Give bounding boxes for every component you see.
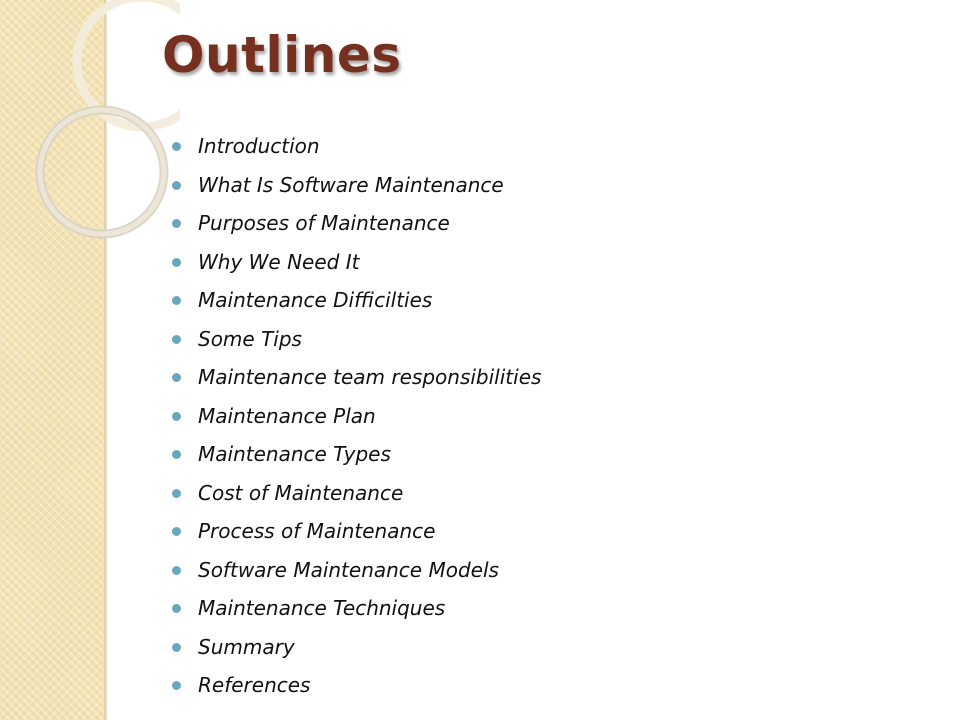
outline-item (172, 358, 541, 397)
bullet-dot-icon (172, 335, 181, 344)
outline-item-text: Maintenance Techniques (198, 596, 446, 620)
outline-item-text: Maintenance Plan (198, 403, 376, 428)
outline-item-text: Maintenance Types (198, 442, 391, 466)
outline-item (172, 435, 541, 474)
outline-item-text: Purposes of Maintenance (198, 211, 450, 235)
outline-item (172, 512, 541, 551)
outline-item-text: Summary (198, 634, 295, 659)
outline-item-text: Some Tips (198, 326, 302, 351)
outline-item (172, 166, 541, 205)
outline-item (172, 628, 541, 667)
outline-item-text: References (198, 673, 311, 697)
outline-item-text: What Is Software Maintenance (198, 172, 504, 197)
outline-item-text: Process of Maintenance (198, 519, 436, 543)
bullet-dot-icon (172, 181, 181, 190)
bullet-dot-icon (172, 258, 181, 267)
outline-item (172, 243, 541, 282)
outline-item (172, 281, 541, 320)
outline-item-text: Cost of Maintenance (198, 480, 404, 505)
outline-item (172, 474, 541, 513)
outline-list (172, 127, 541, 705)
outline-item-text: Introduction (198, 134, 320, 158)
bullet-dot-icon (172, 527, 181, 536)
slide-title: Outlines (162, 26, 402, 84)
bullet-dot-icon (172, 450, 181, 459)
bullet-dot-icon (172, 489, 181, 498)
decorative-ring-lower-highlight (40, 110, 164, 234)
outline-item-text: Maintenance team responsibilities (198, 365, 542, 389)
outline-item-text: Software Maintenance Models (198, 557, 499, 582)
bullet-dot-icon (172, 373, 181, 382)
bullet-dot-icon (172, 643, 181, 652)
bullet-dot-icon (172, 412, 181, 421)
bullet-dot-icon (172, 681, 181, 690)
bullet-dot-icon (172, 604, 181, 613)
outline-item (172, 589, 541, 628)
bullet-dot-icon (172, 142, 181, 151)
outline-item (172, 127, 541, 166)
decorative-rings (0, 0, 180, 260)
outline-item (172, 204, 541, 243)
bullet-dot-icon (172, 296, 181, 305)
bullet-dot-icon (172, 566, 181, 575)
outline-item-text: Maintenance Difficilties (198, 288, 433, 312)
outline-item (172, 666, 541, 705)
outline-item (172, 397, 541, 436)
outline-item (172, 320, 541, 359)
outline-item-text: Why We Need It (198, 249, 360, 274)
outline-item (172, 551, 541, 590)
bullet-dot-icon (172, 219, 181, 228)
